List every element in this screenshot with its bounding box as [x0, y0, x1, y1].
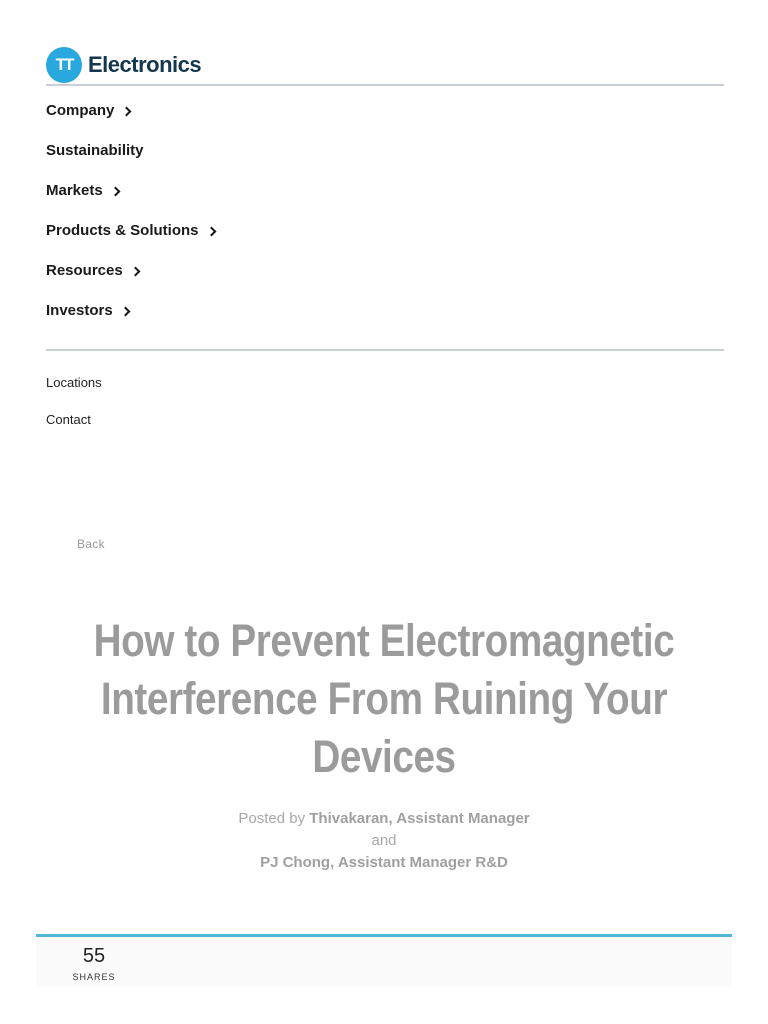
- nav-item-investors[interactable]: [46, 302, 215, 342]
- site-header: [46, 46, 724, 84]
- back-link[interactable]: Back: [77, 537, 105, 551]
- chevron-right-icon: [120, 307, 130, 317]
- share-bar: [36, 934, 732, 987]
- author-link[interactable]: PJ Chong, Assistant Manager R&D: [260, 854, 508, 871]
- logo-mark-icon: TT: [46, 47, 82, 83]
- share-count: 55: [82, 945, 106, 967]
- nav-item-markets[interactable]: [46, 182, 215, 222]
- byline: [0, 808, 768, 874]
- share-label: SHARES: [72, 972, 116, 982]
- nav-item-products-solutions[interactable]: [46, 222, 215, 262]
- chevron-right-icon: [206, 227, 216, 237]
- nav-label: Products & Solutions: [46, 222, 199, 239]
- nav-label: Sustainability: [46, 142, 144, 159]
- nav-label: Company: [46, 102, 115, 119]
- secondary-nav: [46, 375, 102, 449]
- posted-by-label: Posted by: [238, 810, 306, 827]
- nav-item-sustainability[interactable]: [46, 142, 215, 182]
- nav-item-company[interactable]: [46, 102, 215, 142]
- locations-link[interactable]: Locations: [46, 375, 102, 390]
- nav-divider: [46, 349, 724, 351]
- nav-label: Markets: [46, 182, 103, 199]
- header-divider: [46, 84, 724, 86]
- tt-electronics-logo[interactable]: [46, 46, 724, 84]
- chevron-right-icon: [130, 267, 140, 277]
- byline-conjunction: and: [371, 832, 397, 849]
- nav-label: Resources: [46, 262, 123, 279]
- contact-link[interactable]: Contact: [46, 412, 91, 427]
- article-title: How to Prevent Electromagnetic Interference From Ruining Your Devices: [93, 615, 675, 782]
- main-nav: [46, 102, 215, 342]
- chevron-right-icon: [122, 107, 132, 117]
- author-link[interactable]: Thivakaran, Assistant Manager: [309, 810, 530, 827]
- nav-item-resources[interactable]: [46, 262, 215, 302]
- logo-text: Electronics: [88, 52, 202, 77]
- nav-label: Investors: [46, 302, 113, 319]
- chevron-right-icon: [110, 187, 120, 197]
